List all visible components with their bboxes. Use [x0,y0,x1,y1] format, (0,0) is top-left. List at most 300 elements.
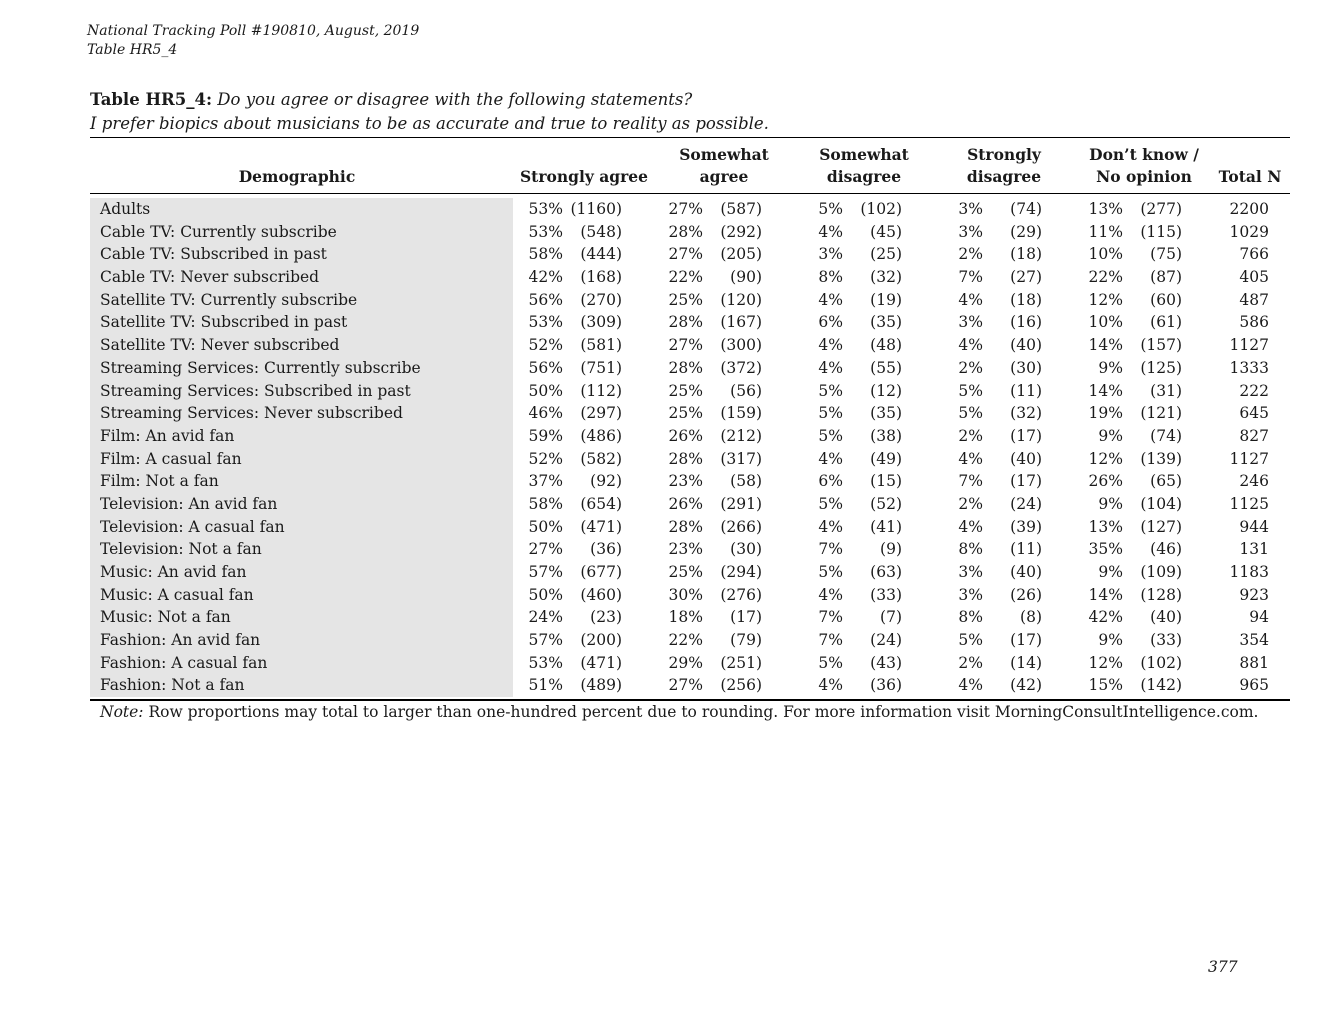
percent-cell: 4% [818,336,843,355]
count-cell: (120) [720,290,762,309]
percent-cell: 13% [1088,200,1123,218]
percent-cell: 4% [818,290,843,309]
count-cell: (102) [860,200,902,218]
percent-cell: 12% [1088,290,1123,309]
percent-cell: 25% [668,404,703,423]
percent-cell: 52% [528,449,563,468]
total-n-cell: 405 [1239,268,1269,287]
table-row [0,493,1320,516]
count-cell: (294) [720,563,762,581]
percent-cell: 26% [668,494,703,513]
percent-cell: 12% [1088,449,1123,468]
percent-cell: 9% [1098,563,1123,581]
table-row [0,380,1320,403]
count-cell: (112) [580,381,622,400]
count-cell: (677) [580,563,622,581]
demographic-label: Streaming Services: Currently subscribe [100,358,421,377]
page-number: 377 [1208,958,1238,976]
col-total-n: Total N [1218,167,1282,186]
total-n-cell: 2200 [1229,200,1269,218]
count-cell: (9) [880,540,902,559]
count-cell: (60) [1150,290,1182,309]
percent-cell: 23% [668,540,703,559]
table-row [0,674,1320,697]
demographic-label: Music: An avid fan [100,563,247,581]
table-row [0,334,1320,357]
count-cell: (42) [1010,676,1042,695]
percent-cell: 6% [818,313,843,332]
percent-cell: 11% [1088,222,1123,241]
total-n-cell: 354 [1239,631,1269,650]
count-cell: (205) [720,245,762,264]
percent-cell: 4% [818,517,843,536]
count-cell: (291) [720,494,762,513]
percent-cell: 4% [958,449,983,468]
count-cell: (33) [870,585,902,604]
table-row [0,357,1320,380]
percent-cell: 7% [958,268,983,287]
count-cell: (115) [1140,222,1182,241]
col-strongly-disagree: Strongly disagree [966,145,1042,186]
percent-cell: 19% [1088,404,1123,423]
percent-cell: 25% [668,381,703,400]
count-cell: (292) [720,222,762,241]
percent-cell: 4% [818,222,843,241]
count-cell: (30) [730,540,762,559]
percent-cell: 37% [528,472,563,491]
count-cell: (45) [870,222,902,241]
percent-cell: 58% [528,245,563,264]
count-cell: (581) [580,336,622,355]
col-somewhat-agree: Somewhat agree [679,145,769,186]
count-cell: (157) [1140,336,1182,355]
col-dont-know: Don’t know / No opinion [1089,145,1199,186]
count-cell: (41) [870,517,902,536]
percent-cell: 14% [1088,381,1123,400]
percent-cell: 53% [528,653,563,672]
percent-cell: 50% [528,381,563,400]
percent-cell: 9% [1098,358,1123,377]
total-n-cell: 645 [1239,404,1269,423]
count-cell: (125) [1140,358,1182,377]
count-cell: (1160) [570,200,622,218]
percent-cell: 46% [528,404,563,423]
demographic-label: Fashion: A casual fan [100,653,268,672]
total-n-cell: 1127 [1229,449,1269,468]
count-cell: (36) [870,676,902,695]
count-cell: (212) [720,426,762,445]
percent-cell: 5% [818,426,843,445]
percent-cell: 56% [528,358,563,377]
demographic-label: Fashion: Not a fan [100,676,245,695]
percent-cell: 3% [958,200,983,218]
demographic-label: Satellite TV: Subscribed in past [100,313,348,332]
percent-cell: 25% [668,563,703,581]
count-cell: (79) [730,631,762,650]
count-cell: (751) [580,358,622,377]
count-cell: (12) [870,381,902,400]
total-n-cell: 586 [1239,313,1269,332]
percent-cell: 56% [528,290,563,309]
demographic-label: Film: An avid fan [100,426,235,445]
percent-cell: 22% [668,631,703,650]
percent-cell: 26% [668,426,703,445]
count-cell: (40) [1010,336,1042,355]
percent-cell: 28% [668,449,703,468]
count-cell: (266) [720,517,762,536]
demographic-label: Satellite TV: Never subscribed [100,336,340,355]
count-cell: (300) [720,336,762,355]
count-cell: (74) [1010,200,1042,218]
percent-cell: 13% [1088,517,1123,536]
percent-cell: 2% [958,494,983,513]
count-cell: (17) [1010,472,1042,491]
percent-cell: 2% [958,426,983,445]
percent-cell: 3% [818,245,843,264]
percent-cell: 5% [818,563,843,581]
percent-cell: 5% [958,404,983,423]
table-id: Table HR5_4 [87,42,178,58]
count-cell: (548) [580,222,622,241]
percent-cell: 9% [1098,631,1123,650]
total-n-cell: 827 [1239,426,1269,445]
count-cell: (18) [1010,290,1042,309]
percent-cell: 7% [818,631,843,650]
table-row [0,311,1320,334]
table-row [0,198,1320,221]
demographic-label: Film: A casual fan [100,449,242,468]
count-cell: (460) [580,585,622,604]
percent-cell: 57% [528,563,563,581]
count-cell: (121) [1140,404,1182,423]
count-cell: (109) [1140,563,1182,581]
table-row [0,538,1320,561]
percent-cell: 52% [528,336,563,355]
percent-cell: 26% [1088,472,1123,491]
percent-cell: 7% [958,472,983,491]
count-cell: (24) [870,631,902,650]
percent-cell: 53% [528,200,563,218]
demographic-label: Streaming Services: Never subscribed [100,404,403,423]
count-cell: (27) [1010,268,1042,287]
count-cell: (43) [870,653,902,672]
question-text: Do you agree or disagree with the following statements? [217,90,693,109]
count-cell: (26) [1010,585,1042,604]
total-n-cell: 1125 [1229,494,1269,513]
total-n-cell: 944 [1239,517,1269,536]
percent-cell: 51% [528,676,563,695]
total-n-cell: 487 [1239,290,1269,309]
total-n-cell: 766 [1239,245,1269,264]
table-body [0,198,1320,697]
table-row [0,584,1320,607]
count-cell: (24) [1010,494,1042,513]
count-cell: (297) [580,404,622,423]
count-cell: (36) [590,540,622,559]
demographic-label: Television: A casual fan [100,517,285,536]
table-row [0,516,1320,539]
percent-cell: 3% [958,313,983,332]
count-cell: (256) [720,676,762,695]
count-cell: (200) [580,631,622,650]
count-cell: (92) [590,472,622,491]
count-cell: (23) [590,608,622,627]
count-cell: (317) [720,449,762,468]
percent-cell: 4% [958,676,983,695]
percent-cell: 50% [528,585,563,604]
percent-cell: 25% [668,290,703,309]
demographic-label: Cable TV: Subscribed in past [100,245,327,264]
count-cell: (159) [720,404,762,423]
total-n-cell: 222 [1239,381,1269,400]
demographic-label: Cable TV: Never subscribed [100,268,320,287]
table-row [0,221,1320,244]
count-cell: (15) [870,472,902,491]
count-cell: (87) [1150,268,1182,287]
table-row [0,470,1320,493]
count-cell: (32) [870,268,902,287]
count-cell: (168) [580,268,622,287]
percent-cell: 28% [668,358,703,377]
percent-cell: 57% [528,631,563,650]
percent-cell: 5% [818,381,843,400]
count-cell: (270) [580,290,622,309]
count-cell: (65) [1150,472,1182,491]
percent-cell: 27% [528,540,563,559]
percent-cell: 27% [668,676,703,695]
percent-cell: 23% [668,472,703,491]
count-cell: (39) [1010,517,1042,536]
count-cell: (582) [580,449,622,468]
count-cell: (49) [870,449,902,468]
table-row [0,266,1320,289]
percent-cell: 59% [528,426,563,445]
count-cell: (90) [730,268,762,287]
percent-cell: 27% [668,200,703,218]
percent-cell: 53% [528,222,563,241]
percent-cell: 3% [958,222,983,241]
count-cell: (38) [870,426,902,445]
count-cell: (486) [580,426,622,445]
note-text: Row proportions may total to larger than one-hundred percent due to rounding. For more information visit MorningConsultIntelligence.com. [148,703,1259,721]
count-cell: (654) [580,494,622,513]
percent-cell: 35% [1088,540,1123,559]
count-cell: (52) [870,494,902,513]
count-cell: (17) [1010,631,1042,650]
col-demographic: Demographic [238,167,356,186]
percent-cell: 9% [1098,494,1123,513]
percent-cell: 14% [1088,585,1123,604]
total-n-cell: 1127 [1229,336,1269,355]
col-strongly-agree: Strongly agree [519,167,649,186]
percent-cell: 53% [528,313,563,332]
count-cell: (40) [1010,449,1042,468]
percent-cell: 12% [1088,653,1123,672]
count-cell: (40) [1150,608,1182,627]
percent-cell: 5% [818,404,843,423]
count-cell: (142) [1140,676,1182,695]
document-header [87,22,419,60]
total-n-cell: 94 [1249,608,1269,627]
table-label: Table HR5_4: [90,90,213,109]
percent-cell: 22% [1088,268,1123,287]
total-n-cell: 965 [1239,676,1269,695]
count-cell: (75) [1150,245,1182,264]
count-cell: (127) [1140,517,1182,536]
demographic-label: Film: Not a fan [100,472,219,491]
table-title [90,88,769,136]
count-cell: (8) [1020,608,1042,627]
count-cell: (32) [1010,404,1042,423]
count-cell: (11) [1010,381,1042,400]
percent-cell: 4% [818,358,843,377]
percent-cell: 4% [818,585,843,604]
total-n-cell: 131 [1239,540,1269,559]
total-n-cell: 881 [1239,653,1269,672]
count-cell: (56) [730,381,762,400]
table-row [0,402,1320,425]
percent-cell: 3% [958,585,983,604]
count-cell: (31) [1150,381,1182,400]
count-cell: (35) [870,313,902,332]
count-cell: (55) [870,358,902,377]
table-row [0,629,1320,652]
total-n-cell: 246 [1239,472,1269,491]
percent-cell: 9% [1098,426,1123,445]
count-cell: (14) [1010,653,1042,672]
count-cell: (18) [1010,245,1042,264]
percent-cell: 5% [818,494,843,513]
count-cell: (128) [1140,585,1182,604]
count-cell: (33) [1150,631,1182,650]
count-cell: (17) [730,608,762,627]
percent-cell: 2% [958,358,983,377]
percent-cell: 28% [668,222,703,241]
count-cell: (276) [720,585,762,604]
percent-cell: 4% [958,517,983,536]
col-somewhat-disagree: Somewhat disagree [819,145,909,186]
total-n-cell: 1333 [1229,358,1269,377]
statement-text: I prefer biopics about musicians to be as accurate and true to reality as possible. [90,114,769,133]
count-cell: (58) [730,472,762,491]
table-row [0,606,1320,629]
count-cell: (30) [1010,358,1042,377]
count-cell: (61) [1150,313,1182,332]
count-cell: (167) [720,313,762,332]
count-cell: (7) [880,608,902,627]
demographic-label: Television: Not a fan [100,540,262,559]
percent-cell: 5% [818,653,843,672]
note-label: Note: [100,703,144,721]
percent-cell: 58% [528,494,563,513]
percent-cell: 15% [1088,676,1123,695]
percent-cell: 28% [668,313,703,332]
percent-cell: 42% [528,268,563,287]
percent-cell: 14% [1088,336,1123,355]
demographic-label: Music: Not a fan [100,608,231,627]
count-cell: (102) [1140,653,1182,672]
count-cell: (25) [870,245,902,264]
total-n-cell: 1029 [1229,222,1269,241]
percent-cell: 5% [818,200,843,218]
count-cell: (16) [1010,313,1042,332]
percent-cell: 24% [528,608,563,627]
percent-cell: 5% [958,631,983,650]
percent-cell: 28% [668,517,703,536]
table-note [100,701,1258,723]
demographic-label: Adults [100,200,151,218]
count-cell: (46) [1150,540,1182,559]
count-cell: (587) [720,200,762,218]
table-row [0,561,1320,584]
percent-cell: 18% [668,608,703,627]
count-cell: (17) [1010,426,1042,445]
count-cell: (489) [580,676,622,695]
count-cell: (74) [1150,426,1182,445]
poll-name: National Tracking Poll #190810, August, 2019 [87,23,420,39]
count-cell: (251) [720,653,762,672]
percent-cell: 10% [1088,313,1123,332]
percent-cell: 7% [818,540,843,559]
percent-cell: 4% [958,290,983,309]
demographic-label: Streaming Services: Subscribed in past [100,381,411,400]
percent-cell: 4% [818,676,843,695]
count-cell: (19) [870,290,902,309]
count-cell: (139) [1140,449,1182,468]
percent-cell: 50% [528,517,563,536]
demographic-label: Television: An avid fan [100,494,278,513]
count-cell: (11) [1010,540,1042,559]
table-row [0,448,1320,471]
count-cell: (309) [580,313,622,332]
demographic-label: Music: A casual fan [100,585,254,604]
count-cell: (104) [1140,494,1182,513]
count-cell: (29) [1010,222,1042,241]
header-rule [90,193,1290,194]
percent-cell: 8% [958,540,983,559]
table-row [0,425,1320,448]
percent-cell: 8% [958,608,983,627]
count-cell: (63) [870,563,902,581]
count-cell: (471) [580,517,622,536]
total-n-cell: 923 [1239,585,1269,604]
count-cell: (48) [870,336,902,355]
percent-cell: 6% [818,472,843,491]
count-cell: (372) [720,358,762,377]
percent-cell: 29% [668,653,703,672]
percent-cell: 4% [818,449,843,468]
percent-cell: 30% [668,585,703,604]
percent-cell: 22% [668,268,703,287]
table-row [0,652,1320,675]
table-row [0,289,1320,312]
percent-cell: 2% [958,653,983,672]
percent-cell: 4% [958,336,983,355]
percent-cell: 8% [818,268,843,287]
percent-cell: 27% [668,336,703,355]
count-cell: (40) [1010,563,1042,581]
total-n-cell: 1183 [1229,563,1269,581]
demographic-label: Satellite TV: Currently subscribe [100,290,358,309]
count-cell: (471) [580,653,622,672]
percent-cell: 10% [1088,245,1123,264]
count-cell: (35) [870,404,902,423]
percent-cell: 7% [818,608,843,627]
table-row [0,243,1320,266]
count-cell: (444) [580,245,622,264]
demographic-label: Fashion: An avid fan [100,631,261,650]
percent-cell: 27% [668,245,703,264]
